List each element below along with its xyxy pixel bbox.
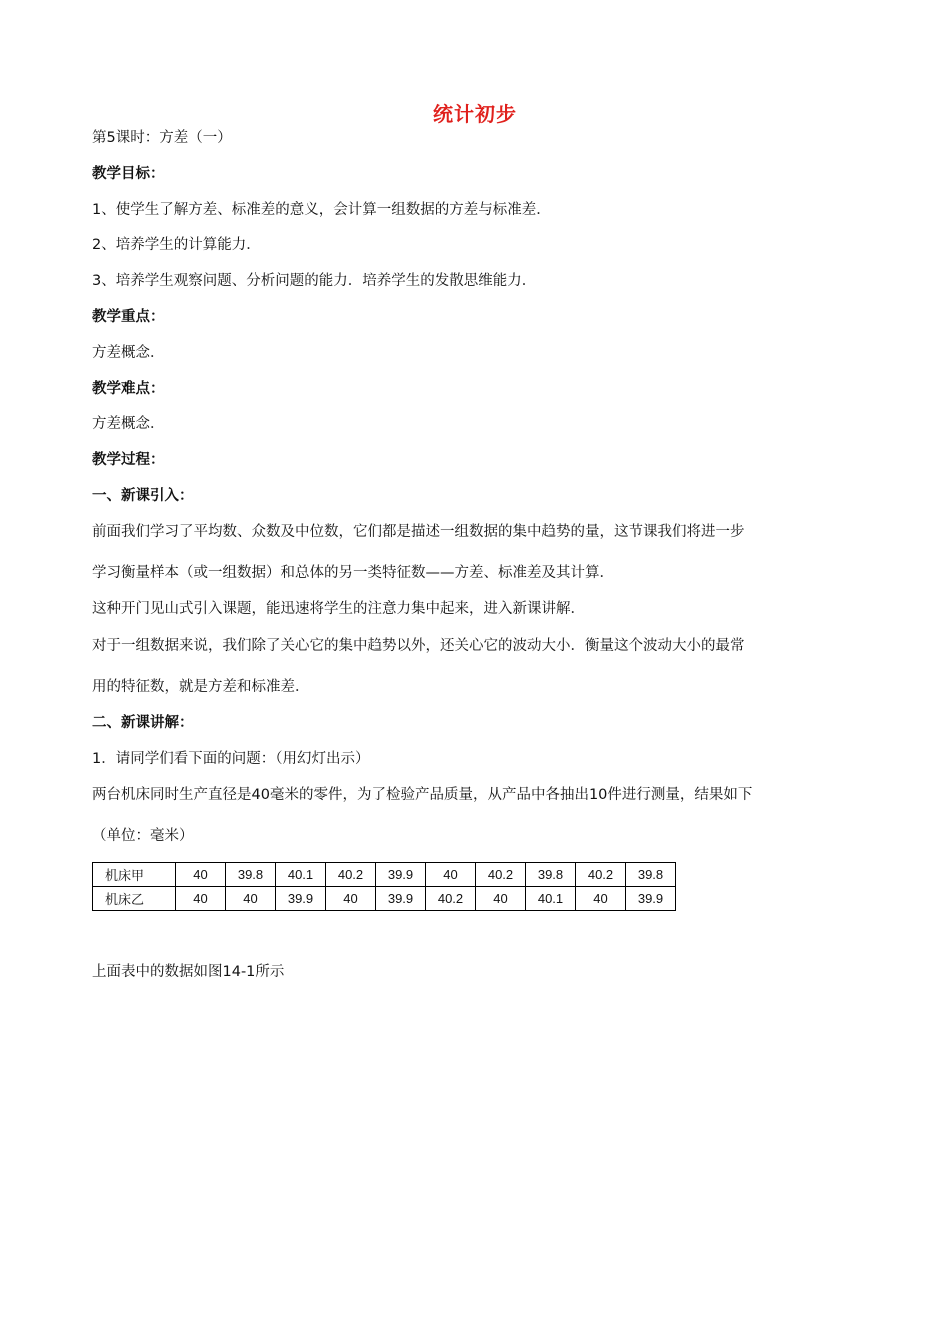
after-table-text: 上面表中的数据如图14-1所示 <box>92 964 285 980</box>
section2-line: 两台机床同时生产直径是40毫米的零件，为了检验产品质量，从产品中各抽出10件进行测量，结果如下 <box>92 787 753 803</box>
section2-heading: 二、新课讲解： <box>92 715 194 731</box>
table-row <box>93 887 676 911</box>
table-cell: 39.9 <box>626 887 676 911</box>
section1-line: 这种开门见山式引入课题，能迅速将学生的注意力集中起来，进入新课讲解． <box>92 601 585 617</box>
table-cell: 40 <box>476 887 526 911</box>
measurement-table <box>92 862 676 911</box>
process-heading: 教学过程： <box>92 452 165 468</box>
section2-line: 1．请同学们看下面的问题：（用幻灯出示） <box>92 751 370 767</box>
table-cell: 40 <box>326 887 376 911</box>
goal-item: 1、使学生了解方差、标准差的意义，会计算一组数据的方差与标准差． <box>92 202 551 218</box>
table-cell: 40.2 <box>476 863 526 887</box>
lesson-label: 第5课时：方差（一） <box>92 130 232 146</box>
section1-heading: 一、新课引入： <box>92 488 194 504</box>
row-label: 机床乙 <box>93 887 176 911</box>
goals-heading: 教学目标： <box>92 166 165 182</box>
key-text: 方差概念． <box>92 345 165 361</box>
table-cell: 39.9 <box>376 863 426 887</box>
table-cell: 40 <box>426 863 476 887</box>
table-row <box>93 863 676 887</box>
goal-item: 2、培养学生的计算能力． <box>92 237 261 253</box>
table-cell: 40.2 <box>326 863 376 887</box>
table-cell: 40.1 <box>276 863 326 887</box>
table-cell: 40 <box>176 887 226 911</box>
table-cell: 39.9 <box>376 887 426 911</box>
goal-item: 3、培养学生观察问题、分析问题的能力．培养学生的发散思维能力． <box>92 273 537 289</box>
table-cell: 39.8 <box>226 863 276 887</box>
table-cell: 39.9 <box>276 887 326 911</box>
difficulty-heading: 教学难点： <box>92 381 165 397</box>
table-cell: 40.1 <box>526 887 576 911</box>
section1-line: 用的特征数，就是方差和标准差． <box>92 679 310 695</box>
section1-line: 学习衡量样本（或一组数据）和总体的另一类特征数——方差、标准差及其计算． <box>92 565 614 581</box>
table-cell: 39.8 <box>526 863 576 887</box>
table-cell: 40.2 <box>426 887 476 911</box>
difficulty-text: 方差概念． <box>92 416 165 432</box>
key-heading: 教学重点： <box>92 309 165 325</box>
table-cell: 40 <box>576 887 626 911</box>
row-label: 机床甲 <box>93 863 176 887</box>
table-cell: 40 <box>176 863 226 887</box>
section1-line: 对于一组数据来说，我们除了关心它的集中趋势以外，还关心它的波动大小．衡量这个波动大小的最常 <box>92 638 745 654</box>
section2-line: （单位：毫米） <box>92 828 194 844</box>
document-title: 统计初步 <box>433 102 517 126</box>
table-cell: 40.2 <box>576 863 626 887</box>
table-cell: 40 <box>226 887 276 911</box>
table-cell: 39.8 <box>626 863 676 887</box>
section1-line: 前面我们学习了平均数、众数及中位数，它们都是描述一组数据的集中趋势的量，这节课我们将进一步 <box>92 524 745 540</box>
